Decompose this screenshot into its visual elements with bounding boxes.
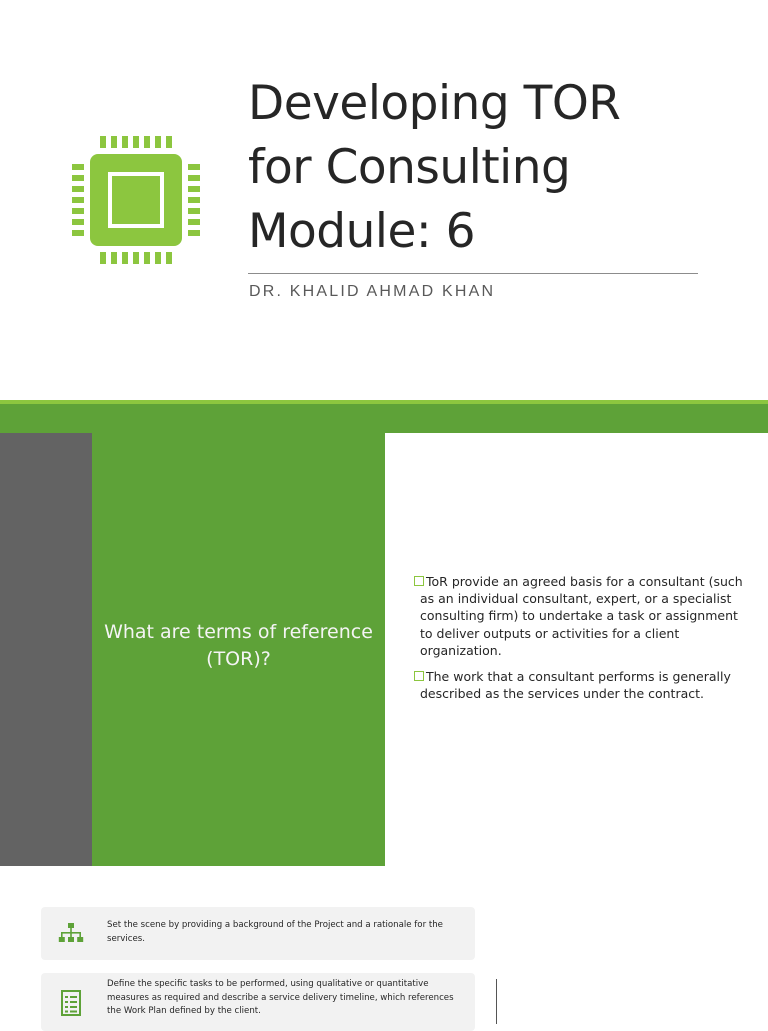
title-slide bbox=[0, 0, 768, 400]
bullet-text: The work that a consultant performs is generally described as the services under the contract. bbox=[420, 669, 731, 702]
checklist-icon bbox=[57, 989, 85, 1017]
list-item bbox=[41, 907, 475, 960]
bullet-text: ToR provide an agreed basis for a consultant (such as an individual consultant, expert, or a specialist consulting firm) to undertake a task or assignment to deliver outputs or activities for a client organization. bbox=[420, 574, 743, 658]
title-divider bbox=[248, 273, 698, 274]
bullet-item bbox=[414, 573, 744, 659]
side-bar bbox=[0, 433, 92, 866]
org-chart-icon bbox=[57, 920, 85, 948]
title-line: Module: 6 bbox=[248, 204, 476, 259]
card-text: Define the specific tasks to be performed, using qualitative or quantitative measures as required and describe a service delivery timeline, which references the Work Plan defined by the client. bbox=[107, 979, 454, 1016]
title-line: Developing TOR bbox=[248, 76, 621, 131]
checkbox-bullet-icon bbox=[414, 576, 424, 586]
question-heading: What are terms of reference (TOR)? bbox=[104, 621, 373, 670]
slide-separator-highlight bbox=[0, 400, 768, 404]
cpu-chip-icon bbox=[72, 136, 200, 264]
list-item bbox=[41, 973, 475, 1031]
title-line: for Consulting bbox=[248, 140, 571, 195]
presentation-title bbox=[248, 72, 718, 264]
checkbox-bullet-icon bbox=[414, 671, 424, 681]
card-text: Set the scene by providing a background of the Project and a rationale for the services. bbox=[107, 920, 443, 944]
tor-elements-slide bbox=[0, 866, 768, 1024]
slide-separator bbox=[0, 400, 768, 433]
question-panel bbox=[92, 433, 385, 866]
bullet-item bbox=[414, 668, 744, 702]
bullet-list bbox=[414, 573, 744, 711]
author-name: DR. KHALID AHMAD KHAN bbox=[249, 283, 496, 300]
divider-line bbox=[496, 979, 497, 1024]
definition-slide bbox=[0, 433, 768, 866]
